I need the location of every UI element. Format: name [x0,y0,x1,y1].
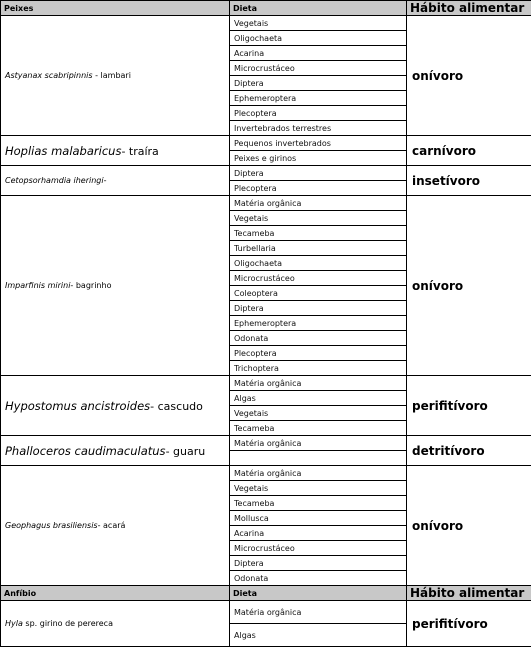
species-common-name: - [103,176,107,185]
species-scientific-name: Hyla [5,619,23,628]
species-common-name: sp. girino de perereca [22,619,113,628]
diet-item: Odonata [230,571,407,586]
species-cell [1,136,230,166]
habit-cell: insetívoro [407,166,531,196]
amphibian-header-row [1,586,531,601]
diet-item: Diptera [230,301,407,316]
species-cell [1,601,230,647]
diet-item: Oligochaeta [230,31,407,46]
table-row [1,136,531,151]
table-row [1,601,531,624]
species-scientific-name: Cetopsorhamdia iheringi [5,176,104,185]
diet-item: Matéria orgânica [230,196,407,211]
diet-item: Acarina [230,526,407,541]
diet-item: Algas [230,391,407,406]
species-scientific-name: Imparfinis mirini [5,281,71,290]
diet-item: Oligochaeta [230,256,407,271]
species-common-name: - cascudo [150,399,203,413]
habit-cell: carnívoro [407,136,531,166]
table-header-row [1,1,531,16]
species-scientific-name: Geophagus brasiliensis [5,521,98,530]
diet-item [230,451,407,466]
table-row [1,16,531,31]
diet-item: Invertebrados terrestres [230,121,407,136]
diet-item: Turbellaria [230,241,407,256]
header-fish: Peixes [1,1,230,16]
diet-item: Odonata [230,331,407,346]
species-cell [1,16,230,136]
habit-cell: perifitívoro [407,376,531,436]
diet-item: Microcrustáceo [230,541,407,556]
habit-cell: onívoro [407,196,531,376]
diet-item: Plecoptera [230,181,407,196]
species-common-name: - bagrinho [70,281,112,290]
diet-item: Vegetais [230,16,407,31]
habit-cell: perifitívoro [407,601,531,647]
table-row [1,466,531,481]
fish-rows [1,16,531,586]
amphibian-rows [1,601,531,647]
species-scientific-name: Astyanax scabripinnis [5,71,93,80]
diet-item: Matéria orgânica [230,466,407,481]
diet-item: Coleoptera [230,286,407,301]
header-diet-2: Dieta [230,586,407,601]
species-common-name: - acará [97,521,126,530]
habit-cell: onívoro [407,466,531,586]
diet-item: Plecoptera [230,106,407,121]
species-cell [1,196,230,376]
header-habit-2: Hábito alimentar [407,586,531,601]
species-cell [1,436,230,466]
habit-cell: detritívoro [407,436,531,466]
header-amphibian: Anfíbio [1,586,230,601]
diet-item: Diptera [230,556,407,571]
table-row [1,376,531,391]
species-scientific-name: Hypostomus ancistroides [5,398,151,413]
diet-item: Diptera [230,76,407,91]
table-row [1,196,531,211]
diet-item: Vegetais [230,481,407,496]
habit-cell: onívoro [407,16,531,136]
species-common-name: - lambari [92,71,131,80]
diet-item: Vegetais [230,406,407,421]
table-row [1,166,531,181]
diet-item: Matéria orgânica [230,436,407,451]
diet-item: Microcrustáceo [230,61,407,76]
table-row [1,436,531,451]
diet-item: Diptera [230,166,407,181]
species-cell [1,466,230,586]
diet-item: Vegetais [230,211,407,226]
diet-item: Acarina [230,46,407,61]
diet-item: Matéria orgânica [230,376,407,391]
diet-item: Microcrustáceo [230,271,407,286]
diet-item: Ephemeroptera [230,316,407,331]
diet-item: Tecameba [230,421,407,436]
diet-item: Trichoptera [230,361,407,376]
diet-item: Plecoptera [230,346,407,361]
header-habit: Hábito alimentar [407,1,531,16]
diet-item: Algas [230,624,407,647]
species-scientific-name: Hoplias malabaricus [5,143,122,158]
diet-item: Peixes e girinos [230,151,407,166]
species-common-name: - traíra [121,144,159,158]
diet-item: Ephemeroptera [230,91,407,106]
diet-item: Tecameba [230,226,407,241]
diet-item: Tecameba [230,496,407,511]
diet-item: Mollusca [230,511,407,526]
diet-item: Pequenos invertebrados [230,136,407,151]
species-cell [1,376,230,436]
species-scientific-name: Phalloceros caudimaculatus [5,443,166,458]
species-common-name: - guaru [165,444,206,458]
diet-item: Matéria orgânica [230,601,407,624]
species-cell [1,166,230,196]
header-diet: Dieta [230,1,407,16]
